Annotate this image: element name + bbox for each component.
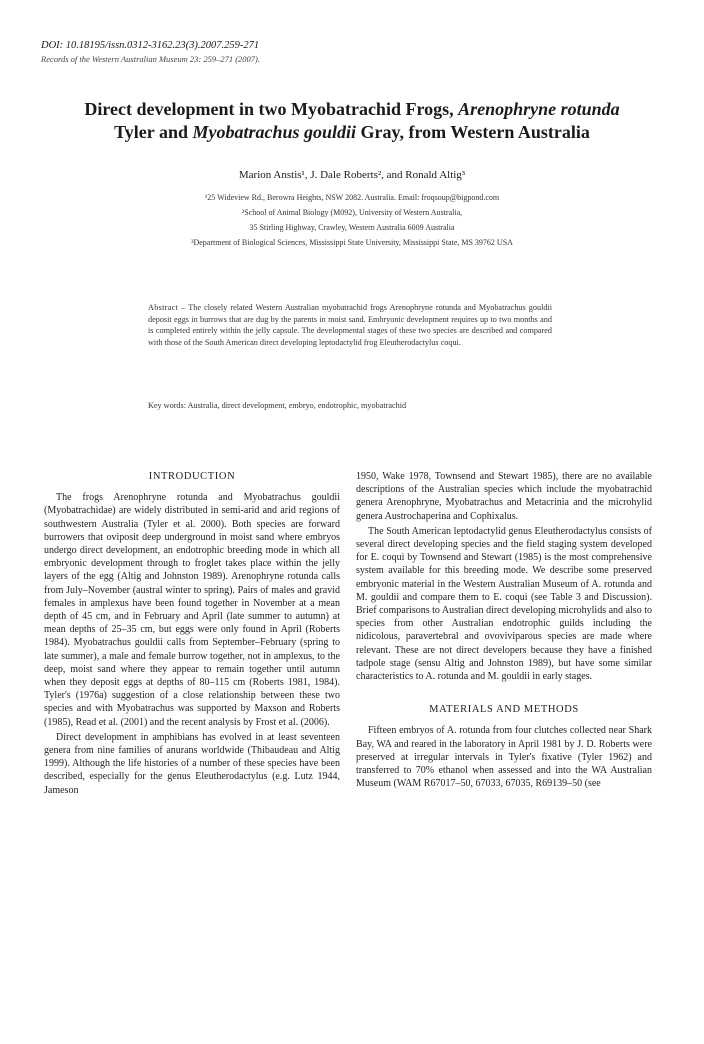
left-column — [44, 470, 340, 799]
citation-line: Records of the Western Australian Museum 23: 259–271 (2007). — [41, 54, 261, 64]
paragraph: Direct development in amphibians has evolved in at least seventeen genera from nine families of anurans worldwide (Thibaudeau and Altig 1999). Although the life histories of a number of these species have been described, especially for the genus Eleutherodactylus (e.g. Lutz 1944, Jameson — [44, 731, 340, 796]
affiliations — [40, 190, 664, 250]
doi-line: DOI: 10.18195/issn.0312-3162.23(3).2007.259-271 — [41, 40, 260, 51]
affiliation: ²School of Animal Biology (M092), University of Western Australia, — [241, 208, 463, 217]
abstract — [148, 302, 552, 348]
keywords-label: Key words: — [148, 401, 186, 410]
affiliation: 35 Stirling Highway, Crawley, Western Australia 6009 Australia — [249, 223, 455, 232]
paragraph: Fifteen embryos of A. rotunda from four clutches collected near Shark Bay, WA and reared in the laboratory in April 1981 by J. D. Roberts were preserved at irregular intervals in Tyler's fixative (Tyler 1962) and transferred to 70% ethanol when assessed and into the WA Australian Museum (WAM R67017–50, 67033, 67035, R69139–50 (see — [356, 725, 652, 790]
section-heading-materials-methods: MATERIALS AND METHODS — [429, 704, 579, 716]
title-species: Arenophryne rotunda — [458, 99, 620, 119]
paragraph: 1950, Wake 1978, Townsend and Stewart 1985), there are no available descriptions of the Australian species which include the myobatrachid genera Arenophryne, Myobatrachus and Metacrinia and the microhylid genera Austrochaperina and Cophixalus. — [356, 471, 652, 522]
abstract-text: – The closely related Western Australian myobatrachid frogs Arenophryne rotunda and Myobatrachus gouldii deposit eggs in burrows that are dug by the parents in moist sand. Embryonic development requires up to two months and is completed entirely within the jelly capsule. The developmental stages of these two species are described and compared with those of the South American direct developing leptodactylid frog Eleutherodactylus coqui. — [148, 303, 552, 347]
keywords-text: Australia, direct development, embryo, endotrophic, myobatrachid — [185, 401, 407, 410]
keywords — [148, 400, 552, 412]
title-species: Myobatrachus gouldii — [192, 122, 357, 142]
right-column — [356, 470, 652, 792]
paragraph: The South American leptodactylid genus Eleutherodactylus consists of several direct developing species and the field staging system developed for E. coqui by Townsend and Stewart (1985) is the most comprehensive system available for this breeding mode. We describe some preserved embryonic material in the Western Australian Museum of A. rotunda and M. gouldii and compare them to E. coqui (see Table 3 and Discussion). Brief comparisons to Australian direct developing microhylids and also to species from other Australian endotrophic guilds including the nidicolous, paravertebral and ovoviviparous species are made where relevant. These are not direct developers because they have a finished tadpole stage (sensu Altig and Johnston 1989), but have some similar characteristics to A. rotunda and M. gouldii in early stages. — [356, 525, 652, 683]
affiliation: ¹25 Wideview Rd., Berowra Heights, NSW 2082. Australia. Email: froqsoup@bigpond.com — [204, 193, 500, 202]
section-heading-introduction: INTRODUCTION — [148, 471, 236, 482]
affiliation: ³Department of Biological Sciences, Mississippi State University, Mississippi State, MS 39762 USA — [191, 238, 513, 247]
title-part: Gray, from Western Australia — [356, 122, 590, 142]
title-part: Tyler and — [114, 122, 193, 142]
abstract-label: Abstract — [148, 303, 179, 312]
paper-title — [40, 98, 664, 144]
title-part: Direct development in two Myobatrachid Frogs, — [84, 99, 459, 119]
paragraph: The frogs Arenophryne rotunda and Myobatrachus gouldii (Myobatrachidae) are widely distributed in semi-arid and arid regions of southwestern Australia (Tyler et al. 2000). Both species are forward burrowers that oviposit deep underground in moist sand where embryos undergo direct development, an endotrophic breeding mode in which all embryonic development through to froglet takes place within the jelly layers of the egg (Altig and Johnston 1989). Arenophryne rotunda calls from July–November (austral winter to spring). Pairs of males and gravid females in amplexus have been found together in November at a mean depth of 45 cm, and in February and April (late summer to autumn) at mean depths of 25–35 cm, but eggs were only found in April (Roberts 1984). Myobatrachus gouldii calls from September–February (spring to late summer), a male and female burrow together, not in amplexus, to the deep, moist sand where they appear to remain together until autumn when they deposit eggs at depths of 80–115 cm (Roberts 1981, 1984). Tyler's (1976a) suggestion of a close relationship between these two species and with Myobatrachus was supported by Maxson and Roberts (1985), Read et al. (2001) and the recent analysis by Frost et al. (2006). — [44, 492, 340, 728]
authors: Marion Anstis¹, J. Dale Roberts², and Ronald Altig³ — [238, 169, 466, 181]
